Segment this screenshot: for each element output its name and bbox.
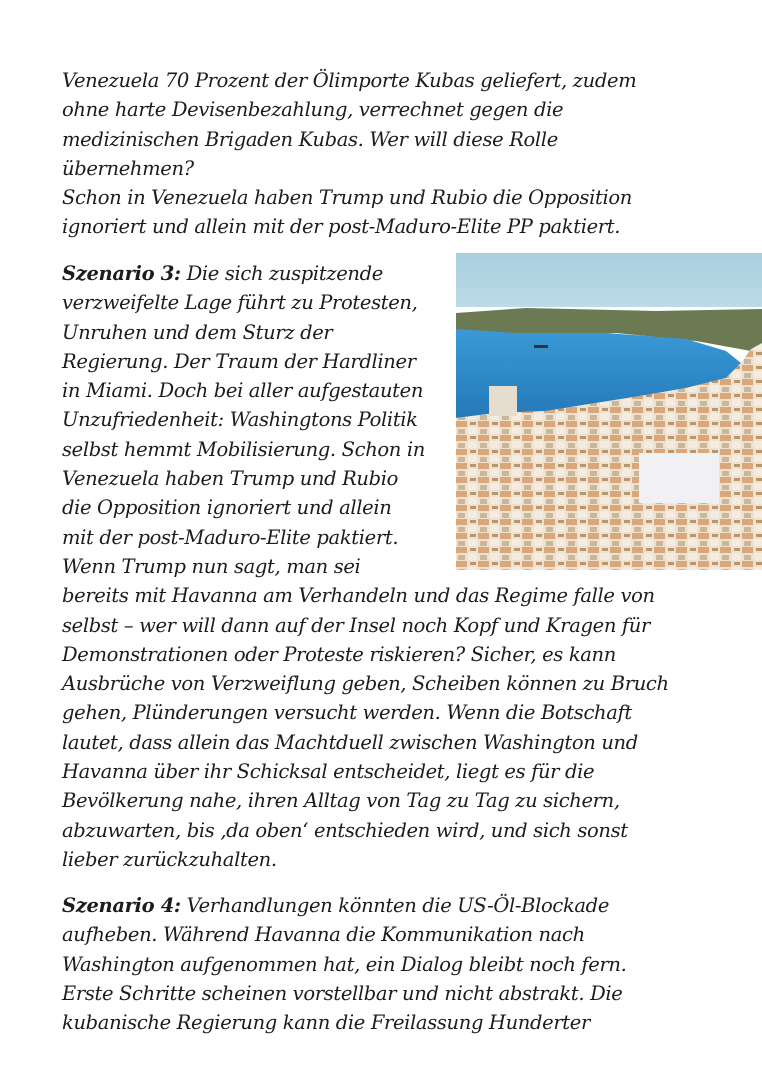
text-line: abzuwarten, bis ‚da oben‘ entschieden wird, und sich sonst [62,818,628,842]
text-line: ignoriert und allein mit der post-Maduro-Elite PP paktiert. [62,215,621,239]
text-line: lautet, dass allein das Machtduell zwischen Washington und [62,730,638,754]
text-run: Verhandlungen könnten die US-Öl-Blockade [180,894,610,917]
text-line: Venezuela haben Trump und Rubio [62,467,399,491]
text-line: Unzufriedenheit: Washingtons Politik [62,408,418,432]
text-line: Regierung. Der Traum der Hardliner [62,349,416,373]
text-line [62,891,627,920]
text-line: selbst – wer will dann auf der Insel noch Kopf und Kragen für [62,613,650,637]
photo-block [639,453,719,503]
photo-illustration [456,253,762,570]
photo-sky [456,253,762,307]
text-line: die Opposition ignoriert und allein [62,496,392,520]
text-line: übernehmen? [62,156,194,180]
text-run: Die sich zuspitzende [180,262,383,285]
photo-boat [534,345,548,348]
text-line: Havanna über ihr Schicksal entscheidet, liegt es für die [62,760,595,784]
scenario-label: Szenario 4: [62,894,181,917]
text-line: Bevölkerung nahe, ihren Alltag von Tag zu Tag zu sichern, [62,789,620,813]
scenario-label: Szenario 3: [62,262,181,285]
text-line: Erste Schritte scheinen vorstellbar und nicht abstrakt. Die [62,981,623,1005]
havana-coast-photo [456,253,762,570]
text-line: verzweifelte Lage führt zu Protesten, [62,291,418,315]
text-line: selbst hemmt Mobilisierung. Schon in [62,437,425,461]
text-line: ohne harte Devisenbezahlung, verrechnet gegen die [62,98,564,122]
text-line: Washington aufgenommen hat, ein Dialog bleibt noch fern. [62,952,627,976]
text-line: Ausbrüche von Verzweiflung geben, Scheiben können zu Bruch [62,672,669,696]
text-line: Wenn Trump nun sagt, man sei [62,554,361,578]
photo-tower [489,386,517,416]
text-line: medizinischen Brigaden Kubas. Wer will diese Rolle [62,127,558,151]
text-line: mit der post-Maduro-Elite paktiert. [62,525,399,549]
text-line: kubanische Regierung kann die Freilassung Hunderter [62,1011,590,1035]
text-line: lieber zurückzuhalten. [62,847,277,871]
paragraph-intro [62,66,636,242]
text-line: Demonstrationen oder Proteste riskieren? Sicher, es kann [62,642,616,666]
paragraph-szenario-4 [62,891,627,1037]
text-line: Schon in Venezuela haben Trump und Rubio die Opposition [62,186,632,210]
text-line: aufheben. Während Havanna die Kommunikation nach [62,923,585,947]
text-line: bereits mit Havanna am Verhandeln und das Regime falle von [62,584,655,608]
text-line: Unruhen und dem Sturz der [62,320,333,344]
text-line: Venezuela 70 Prozent der Ölimporte Kubas geliefert, zudem [62,69,637,92]
text-line: in Miami. Doch bei aller aufgestauten [62,379,424,403]
text-line: gehen, Plünderungen versucht werden. Wenn die Botschaft [62,701,632,725]
